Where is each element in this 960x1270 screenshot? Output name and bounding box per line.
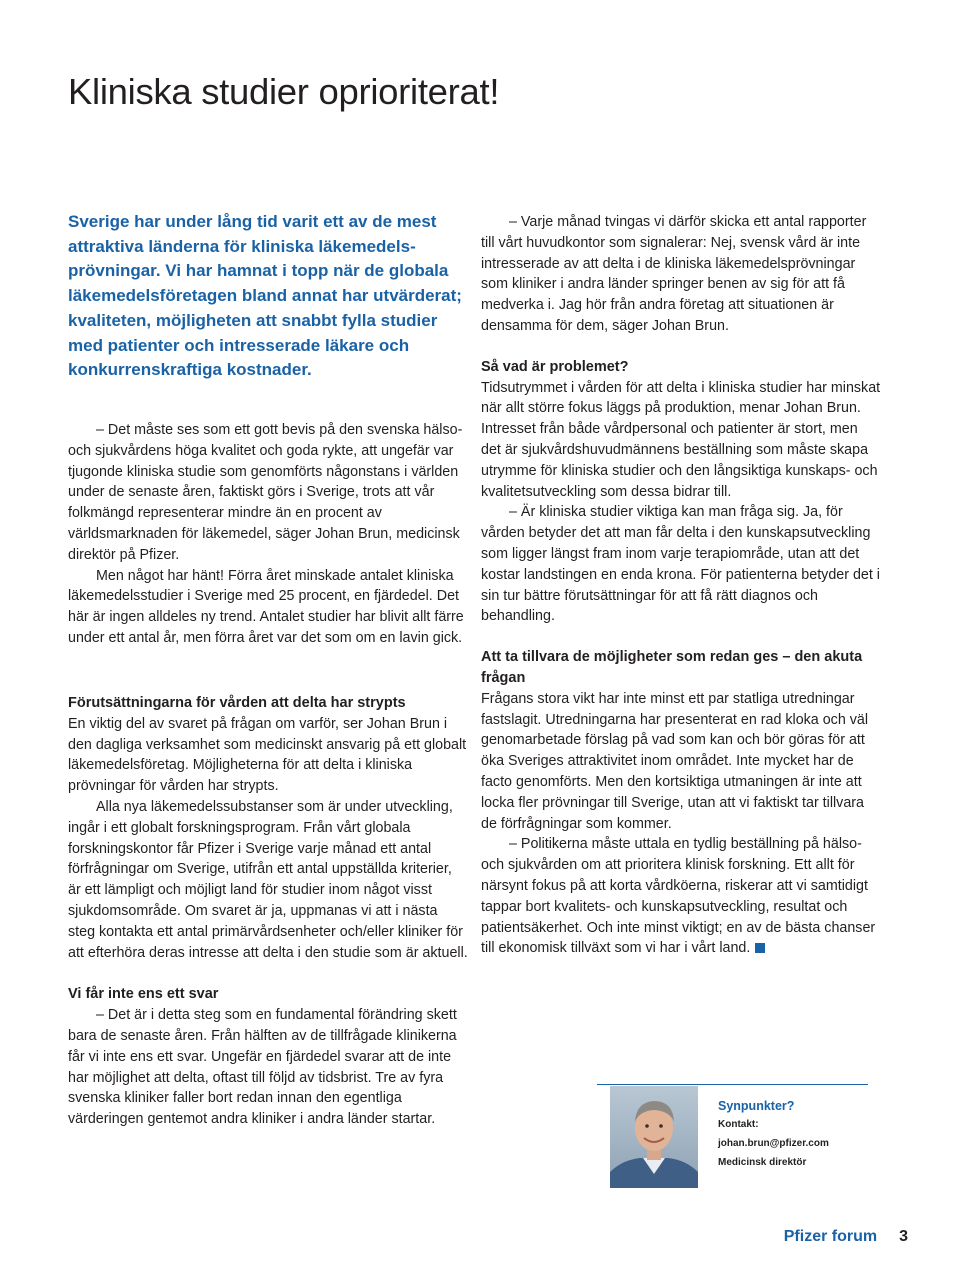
right-column — [481, 212, 881, 959]
publication-name: Pfizer forum — [783, 1228, 878, 1245]
body-paragraph: – Är kliniska studier viktiga kan man fråga sig. Ja, för vården betyder det att man får delta i den kunskapsutveckling som ligger längst fram inom varje terapiområde, utan att det kostar landstingen en enda krona. För patienterna betyder det i sin tur bättre förutsättningar för att få rätt diagnos och behandling. — [481, 504, 880, 625]
body-paragraph: En viktig del av svaret på frågan om varför, ser Johan Brun i den dagliga verksamhet som medicinskt ansvarig på ett globalt läkemedelsföretag. Möjligheterna för att delta i kliniska prövningar för vården har strypts. — [68, 715, 467, 795]
contact-role: Medicinsk direktör — [718, 1157, 807, 1168]
section-heading: Förutsättningarna för vården att delta har strypts — [68, 695, 406, 711]
page-title: Kliniska studier oprioriterat! — [68, 71, 500, 112]
body-paragraph: – Varje månad tvingas vi därför skicka ett antal rapporter till vårt huvudkontor som signalerar: Nej, svensk vård är inte intresserade av att delta i de kliniska läkemedelsprövningar som kliniker i andra länder springer benen av sig för att få medverka i. Jag hör från andra företag att situationen är densamma för dem, säger Johan Brun. — [481, 214, 867, 334]
contact-email[interactable]: johan.brun@pfizer.com — [718, 1138, 829, 1149]
contact-box — [718, 1097, 888, 1172]
lead-paragraph: Sverige har under lång tid varit ett av de mest attraktiva länderna för kliniska läkemedelsprövningar. Vi har hamnat i topp när de globala läkemedelsföretagen bland annat har utvärderat; kvaliteten, möjligheten att snabbt fylla studier med patienter och intresserade läkare och konkurrenskraftiga kostnader. — [68, 212, 462, 380]
left-column-sections — [68, 693, 468, 1130]
page-footer — [784, 1228, 908, 1246]
body-paragraph: – Det måste ses som ett gott bevis på den svenska hälso- och sjukvårdens höga kvalitet och goda rykte, att ungefär var tjugonde kliniska studie som genomförts någonstans i världen under de senaste åren, faktiskt görs i Sverige, trots att vår folkmängd representerar mindre än en procent av världsmarknaden för läkemedel, säger Johan Brun, medicinsk direktör på Pfizer. — [68, 422, 463, 563]
contact-label: Kontakt: — [718, 1119, 759, 1130]
body-paragraph: Men något har hänt! Förra året minskade antalet kliniska läkemedelsstudier i Sverige med 25 procent, en fjärdedel. Det här är ingen alldeles ny trend. Antalet studier har blivit allt färre under ett antal år, men förra året var det som om en lavin gick. — [68, 567, 464, 646]
section-heading: Vi får inte ens ett svar — [68, 986, 219, 1003]
body-paragraph-final — [481, 834, 881, 959]
contact-heading: Synpunkter? — [718, 1099, 795, 1113]
section-heading: Så vad är problemet? — [481, 358, 629, 375]
section-heading: Att ta tillvara de möjligheter som redan ges – den akuta frågan — [481, 649, 863, 686]
body-paragraph: Tidsutrymmet i vården för att delta i kliniska studier har minskat när allt större fokus läggs på produktion, menar Johan Brun. Intresset från både vårdpersonal och patienter är stort, men det är sjukvårdshuvudmännens beställning som måste skapa utrymme för kliniska studier och den långsiktiga kunskaps- och kvalitetsutveckling som dessa bidrar till. — [481, 379, 881, 500]
portrait-photo — [610, 1086, 698, 1188]
final-text: – Politikerna måste uttala en tydlig beställning på hälso- och sjukvården om att prioritera klinisk forskning. Ett allt för närsynt fokus på att korta vårdköerna, riskerar att vi samtidigt tappar bort kvalitets- och kunskapsutveckling, resultat och patientsäkerhet. Och inte minst viktigt; en av de bästa chanser till ekonomisk tillväxt som vi har i vårt land. — [481, 836, 876, 957]
end-mark-icon — [755, 943, 765, 953]
body-paragraph: Frågans stora vikt har inte minst ett par statliga utredningar fastslagit. Utredningarna har presenterat en rad kloka och väl genomarbetade förslag på vad som kan och bör göras för att öka Sveriges attraktivitet inom området. Inte mycket har de facto genomförts. Men den kortsiktiga utmaningen är inte att locka fler prövningar till Sverige, utan att vi faktiskt tar tillvara de förfrågningar som kommer. — [481, 690, 869, 832]
body-paragraph: Alla nya läkemedelssubstanser som är under utveckling, ingår i ett globalt forskningsprogram. Från vårt globala forskningskontor får Pfizer i Sverige varje månad ett antal förfrågningar om Sverige, utifrån ett antal uppställda kriterier, är ett lämpligt och möjligt land för studier inom något visst sjukdomsområde. Om svaret är ja, uppmanas vi att i nästa steg kontakta ett antal primärvårdsenheter och/eller kliniker för att efterhöra deras intresse att delta i den studie som är aktuell. — [68, 798, 468, 961]
body-paragraph: – Det är i detta steg som en fundamental förändring skett bara de senaste åren. Från hälften av de tillfrågade klinikerna får vi inte ens ett svar. Ungefär en fjärdedel svarar att de inte har möjlighet att delta, oftast till följd av tidsbrist. Tre av fyra svenska kliniker faller bort redan innan den egentliga värderingen gentemot andra kliniker i andra länder startar. — [68, 1007, 457, 1128]
left-column-intro — [68, 420, 468, 649]
contact-divider — [597, 1084, 868, 1085]
page-number: 3 — [899, 1228, 908, 1245]
